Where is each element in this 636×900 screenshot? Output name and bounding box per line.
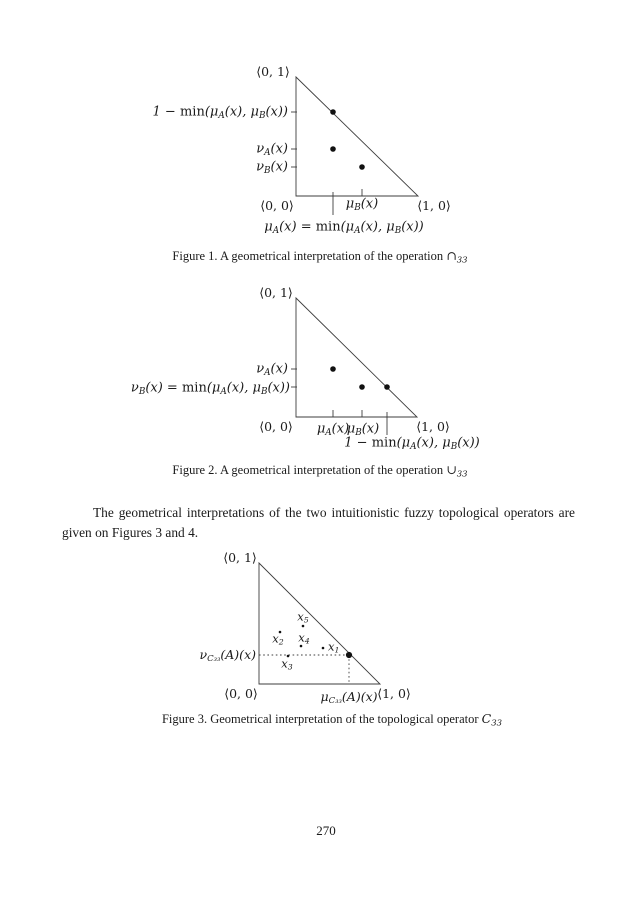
- figure3-bottom-axis-label: $\mu_{C_{33}}(A)(x)$: [320, 688, 378, 707]
- figure2-left-axis-label-1: $\nu_A(x)$: [256, 361, 288, 378]
- figure2-bottom-axis-label-1: $\mu_A(x)$: [316, 421, 350, 438]
- body-paragraph: The geometrical interpretations of the two intuitionistic fuzzy topological operators are given on Figures 3 and 4.: [62, 505, 575, 540]
- figure1-caption-text: Figure 1. A geometrical interpretation of the operation: [172, 249, 447, 263]
- figure2-bottom-axis-label-2: $\mu_B(x)$: [346, 421, 380, 438]
- figure1-left-axis-label-2: $\nu_A(x)$: [256, 141, 288, 158]
- figure3-vertex-right-label: ⟨1, 0⟩: [377, 685, 411, 701]
- figure2-vertex-top-label: ⟨0, 1⟩: [259, 284, 293, 300]
- figure3-point-label-x3: $x_3$: [281, 656, 293, 672]
- figure1-bottom-formula: $\mu_A(x) = \min(\mu_A(x)$, $\mu_B(x)$): [264, 219, 424, 236]
- figure3-caption: [162, 711, 502, 727]
- figure3-point-label-x1: $x_1$: [328, 639, 340, 655]
- figure2-caption-text: Figure 2. A geometrical interpretation of the operation: [172, 463, 447, 477]
- figure1-vertex-top-label: ⟨0, 1⟩: [256, 63, 290, 79]
- figure2-vertex-origin-label: ⟨0, 0⟩: [259, 418, 293, 434]
- figure1-caption-operator: $\cap_{33}$: [446, 248, 468, 266]
- figure3-caption-operator: $C_{33}$: [481, 711, 503, 729]
- figure3-caption-text: Figure 3. Geometrical interpretation of the topological operator: [161, 712, 482, 726]
- figure2-bottom-formula: $1 - \min(\mu_A(x)$, $\mu_B(x)$): [344, 435, 480, 452]
- figure3-point-label-x5: $x_5$: [297, 609, 309, 625]
- figure1-vertex-right-label: ⟨1, 0⟩: [417, 197, 451, 213]
- figure3-vertex-origin-label: ⟨0, 0⟩: [224, 685, 258, 701]
- figure3-vertex-top-label: ⟨0, 1⟩: [223, 549, 257, 565]
- figure2-caption-operator: $\cup_{33}$: [446, 462, 468, 480]
- figure1-bottom-axis-label: $\mu_B(x)$: [345, 196, 379, 213]
- figure3-point-label-x4: $x_4$: [298, 630, 310, 646]
- figure3-point-label-x2: $x_2$: [272, 631, 284, 647]
- figure2-left-axis-label-2: $\nu_B(x) = \min(\mu_A(x)$, $\mu_B(x)$): [130, 380, 290, 397]
- figure1-left-axis-label-1: $1 - \min(\mu_A(x)$, $\mu_B(x)$): [152, 104, 288, 121]
- page-number: 270: [316, 823, 336, 838]
- figure3-left-axis-label: $\nu_{C_{33}}(A)(x)$: [199, 646, 256, 665]
- figure2-vertex-right-label: ⟨1, 0⟩: [416, 418, 450, 434]
- figure1-vertex-origin-label: ⟨0, 0⟩: [260, 197, 294, 213]
- figure1-left-axis-label-3: $\nu_B(x)$: [256, 159, 288, 176]
